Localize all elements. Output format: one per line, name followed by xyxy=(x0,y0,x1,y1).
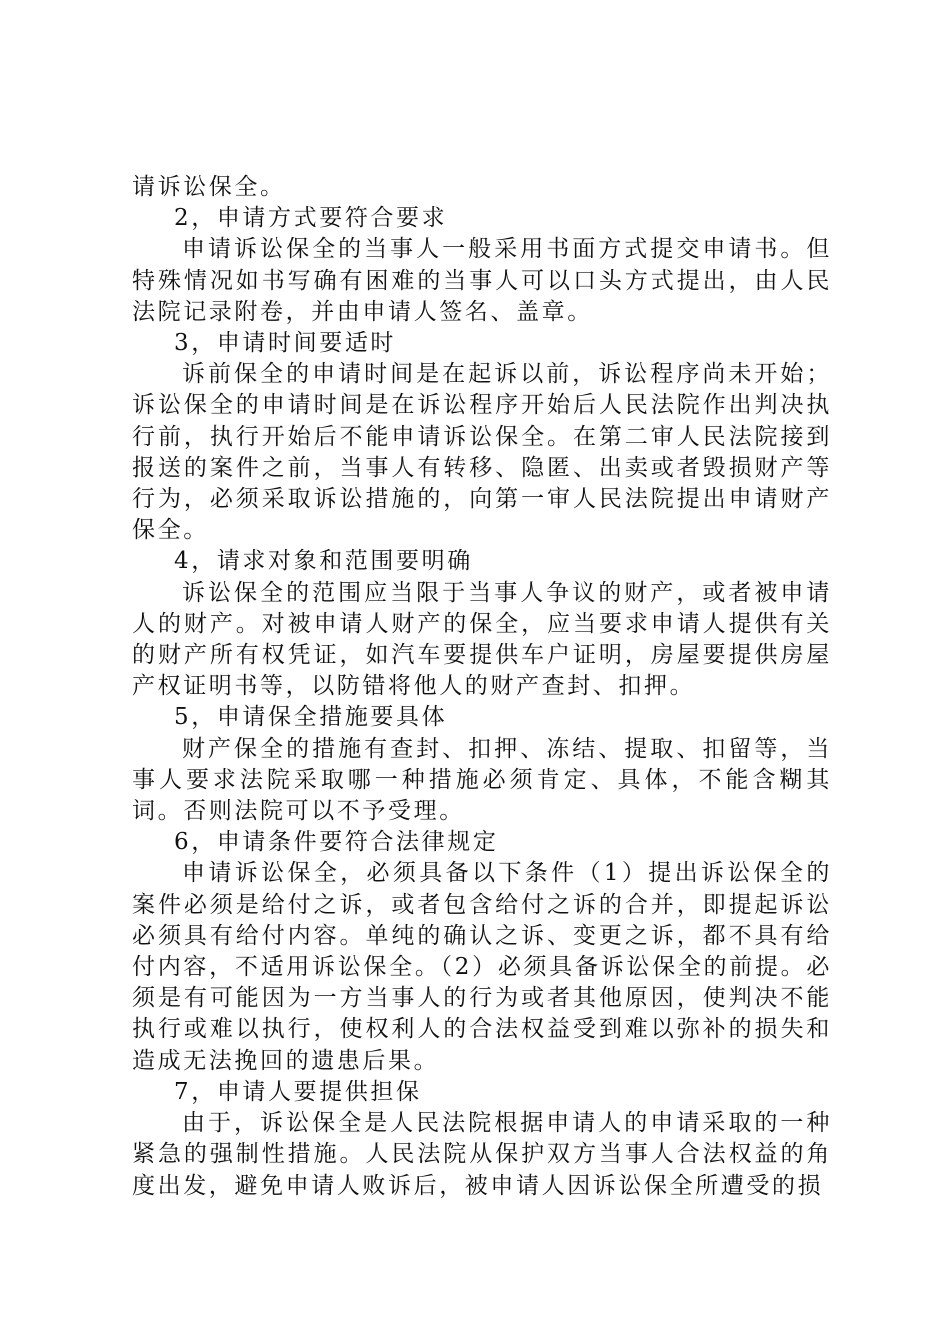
section-body-4: 诉讼保全的范围应当限于当事人争议的财产，或者被申请人的财产。对被申请人财产的保全，应当要求申请人提供有关的财产所有权凭证，如汽车要提供车户证明，房屋要提供房屋产权证明书等，以防错将他人的财产查封、扣押。 xyxy=(132,579,832,700)
document-body xyxy=(132,172,832,1202)
section-body-2: 申请诉讼保全的当事人一般采用书面方式提交申请书。但特殊情况如书写确有困难的当事人可以口头方式提出，由人民法院记录附卷，并由申请人签名、盖章。 xyxy=(132,236,832,325)
section-heading-3: 3，申请时间要适时 xyxy=(174,330,397,357)
section-heading-6: 6，申请条件要符合法律规定 xyxy=(174,829,499,856)
section-heading-5: 5，申请保全措施要具体 xyxy=(174,704,448,731)
section-body-6: 申请诉讼保全，必须具备以下条件（1）提出诉讼保全的案件必须是给付之诉，或者包含给付之诉的合并，即提起诉讼必须具有给付内容。单纯的确认之诉、变更之诉，都不具有给付内容，不适用诉讼保全。（2）必须具备诉讼保全的前提。必须是有可能因为一方当事人的行为或者其他原因，使判决不能执行或难以执行，使权利人的合法权益受到难以弥补的损失和造成无法挽回的遗患后果。 xyxy=(132,860,832,1074)
section-heading-4: 4，请求对象和范围要明确 xyxy=(174,548,473,575)
section-body-3: 诉前保全的申请时间是在起诉以前，诉讼程序尚未开始；诉讼保全的申请时间是在诉讼程序开始后人民法院作出判决执行前，执行开始后不能申请诉讼保全。在第二审人民法院接到报送的案件之前，当事人有转移、隐匿、出卖或者毁损财产等行为，必须采取诉讼措施的，向第一审人民法院提出申请财产保全。 xyxy=(132,361,832,544)
section-body-5: 财产保全的措施有查封、扣押、冻结、提取、扣留等，当事人要求法院采取哪一种措施必须肯定、具体，不能含糊其词。否则法院可以不予受理。 xyxy=(132,735,832,825)
paragraph-continuation: 请诉讼保全。 xyxy=(132,174,286,200)
section-heading-2: 2，申请方式要符合要求 xyxy=(174,205,448,232)
section-body-7: 由于，诉讼保全是人民法院根据申请人的申请采取的一种紧急的强制性措施。人民法院从保护双方当事人合法权益的角度出发，避免申请人败诉后，被申请人因诉讼保全所遭受的损 xyxy=(132,1110,832,1199)
section-heading-7: 7，申请人要提供担保 xyxy=(174,1078,422,1105)
